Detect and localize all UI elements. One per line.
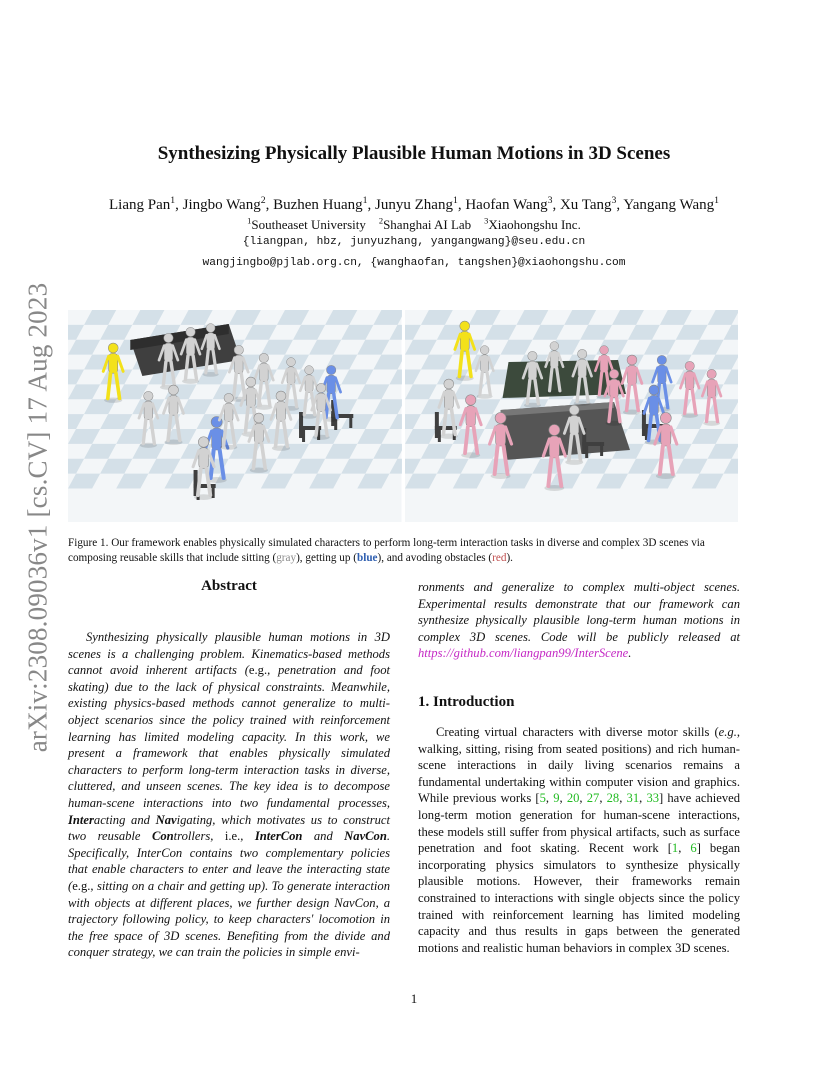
citation[interactable]: 31 xyxy=(626,791,640,806)
arxiv-identifier: arXiv:2308.09036v1 [cs.CV] 17 Aug 2023 xyxy=(22,282,53,753)
citation[interactable]: 6 xyxy=(690,841,697,856)
affiliation: $^1$Southeaset University xyxy=(247,216,366,233)
affiliation: $^3$Xiaohongshu Inc. xyxy=(484,216,581,233)
affiliation: $^2$Shanghai AI Lab xyxy=(378,216,472,233)
paper-title: Synthesizing Physically Plausible Human Motions in 3D Scenes xyxy=(157,143,671,164)
scene-render-left xyxy=(68,310,402,522)
caption-gray-word: gray xyxy=(276,552,297,564)
email-line: wangjingbo@pjlab.org.cn, {wanghaofan, tangshen}@xiaohongshu.com xyxy=(202,257,626,269)
introduction-body: Creating virtual characters with diverse motor skills (e.g., walking, sitting, rising from seated positions) and rich human-scene interactions in daily living scenarios remains a fundamental undertaking within computer vision and graphics. While previous works [5, 9, 20, 27, 28, 31, 33] have achieved long-term motion generation for human-scene interactions, these models still suffer from physical artifacts, such as surface penetration and foot skating. Recent work [1, 6] began incorporating physics simulators to synthesize physically plausible motions. However, their frameworks remain constrained to interactions with single objects since the policy trained with reinforcement learning has limited modeling capacity and thus results in gaps between the generated motions and realistic human behaviors in complex 3D scenes. xyxy=(418,725,741,955)
citation[interactable]: 1 xyxy=(671,841,679,856)
abstract-body-right: ronments and generalize to complex multi-object scenes. Experimental results demonstrate that our framework can synthesize physically plausible long-term human motions in complex 3D scenes. Code will be publicly released at https://github.com/liangpan99/InterScene. xyxy=(418,580,740,661)
citation[interactable]: 9 xyxy=(553,791,560,806)
author: Liang Pan$^1$, xyxy=(108,195,183,213)
author: Yangang Wang$^1$ xyxy=(623,195,719,213)
teaser-figure xyxy=(68,310,738,522)
citation[interactable]: 27 xyxy=(586,791,600,806)
affiliation-list xyxy=(0,216,828,233)
code-link[interactable]: https://github.com/liangpan99/InterScene xyxy=(418,646,629,661)
figure-panel-left xyxy=(68,310,402,522)
abstract-heading: Abstract xyxy=(201,578,257,594)
citation[interactable]: 5 xyxy=(539,791,546,806)
email-line: {liangpan, hbz, junyuzhang, yangangwang}@seu.edu.cn xyxy=(242,236,586,248)
page-number: 1 xyxy=(410,991,418,1006)
figure-caption: Figure 1. Our framework enables physically simulated characters to perform long-term interaction tasks in diverse and complex 3D scenes via composing reusable skills that include sitting (gray), getting up (blue), and avoding obstacles (red). xyxy=(68,537,705,564)
caption-red-word: red xyxy=(492,552,507,564)
citation[interactable]: 33 xyxy=(646,791,660,806)
author-list xyxy=(0,195,828,214)
arxiv-side-label xyxy=(16,280,60,755)
scene-render-right xyxy=(405,310,739,522)
author: Jingbo Wang$^2$, xyxy=(182,195,274,213)
introduction-heading: 1. Introduction xyxy=(418,694,515,710)
author: Buzhen Huang$^1$, xyxy=(273,195,376,213)
author: Haofan Wang$^3$, xyxy=(465,195,560,213)
author: Xu Tang$^3$, xyxy=(559,195,624,213)
author: Junyu Zhang$^1$, xyxy=(375,195,466,213)
abstract-body-left: Synthesizing physically plausible human motions in 3D scenes is a challenging problem. Kinematics-based methods cannot avoid inherent artifacts (e.g., penetration and foot skating) due to the lack of physical constraints. Meanwhile, existing physics-based methods cannot generalize to multi-object scenarios since the policy trained with reinforcement learning has limited modeling capacity. In this work, we present a framework that enables physically simulated characters to perform long-term interaction tasks in diverse, cluttered, and unseen scenes. The key idea is to decompose human-scene interactions into two fundamental processes, Interacting and Navigating, which motivates us to construct two reusable Controllers, i.e., InterCon and NavCon. Specifically, InterCon contains two complementary policies that enable characters to enter and leave the interacting state (e.g., sitting on a chair and getting up). To generate interaction with objects at different places, we further design NavCon, a trajectory following policy, to keep characters' locomotion in the free space of 3D scenes. Benefiting from the divide and conquer strategy, we can train the policies in simple envi- xyxy=(68,630,391,960)
citation[interactable]: 28 xyxy=(606,791,620,806)
caption-blue-word: blue xyxy=(356,552,378,564)
figure-panel-right xyxy=(405,310,739,522)
citation[interactable]: 20 xyxy=(566,791,580,806)
